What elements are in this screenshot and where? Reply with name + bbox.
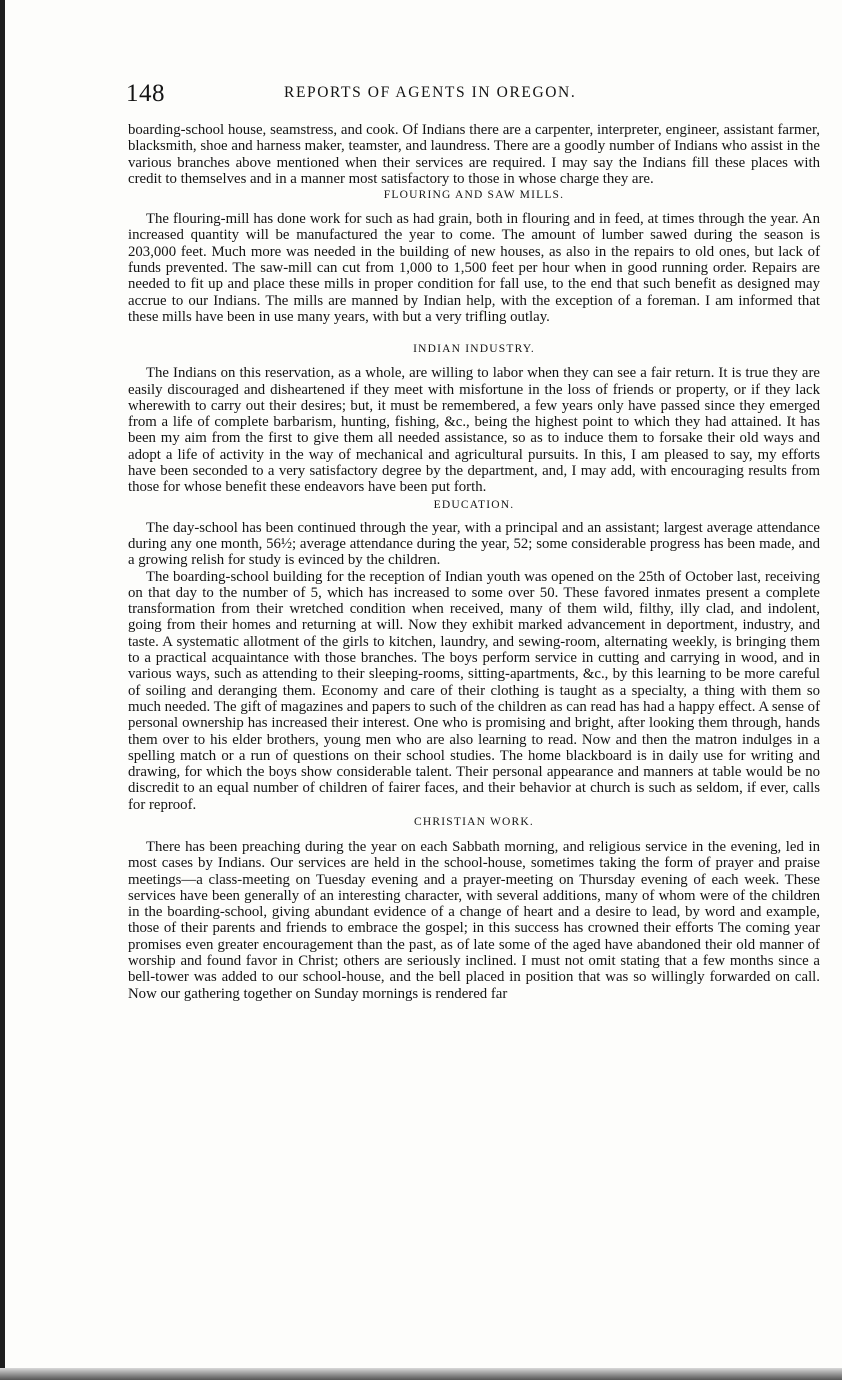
- page-bottom-edge: [0, 1368, 842, 1380]
- education-paragraph-day-school: The day-school has been continued through the year, with a principal and an assistant; largest average attendance during any one month, 56½; average attendance during the year, 52; some considerable progress has been made, and a growing relish for study is evinced by the children.: [128, 519, 820, 569]
- page-header: [126, 80, 820, 110]
- section-heading-indian-industry: INDIAN INDUSTRY.: [413, 343, 535, 356]
- running-head: REPORTS OF AGENTS IN OREGON.: [284, 84, 577, 101]
- section-heading-christian-work: CHRISTIAN WORK.: [413, 815, 534, 828]
- page-number: 148: [126, 80, 165, 107]
- christian-work-paragraph: There has been preaching during the year on each Sabbath morning, and religious service in the evening, led in most cases by Indians. Our services are held in the school-house, sometimes taking the form of prayer and praise meetings—a class-meeting on Tuesday evening and a prayer-meeting on Thursday evening of each week. These services have been generally of an interesting character, with several additions, many of whom were of the children in the boarding-school, giving abundant evidence of a change of heart and a desire to lead, by word and example, those of their parents and friends to embrace the gospel; in this success has crowned their efforts The coming year promises even greater encouragement than the past, as of late some of the aged have abandoned their old manner of worship and found favor in Christ; others are seriously inclined. I must not omit stating that a few months since a bell-tower was added to our school-house, and the bell placed in position that was so willingly forwarded on call. Now our gathering together on Sunday mornings is rendered far: [128, 838, 820, 1002]
- section-heading-education: EDUCATION.: [433, 498, 515, 511]
- education-paragraph-boarding-school: The boarding-school building for the reception of Indian youth was opened on the 25th of October last, receiving on that day to the number of 5, which has increased to some over 50. These favored inmates present a complete transformation from their wretched condition when received, many of them wild, filthy, illy clad, and indolent, going from their homes and returning at will. Now they exhibit marked advancement in deportment, industry, and taste. A systematic allotment of the girls to kitchen, laundry, and sewing-room, alternating weekly, is bringing them to a practical acquaintance with those branches. The boys perform service in cutting and carrying in wood, and in various ways, such as attending to their sleeping-rooms, sitting-apartments, &c., by this learning to be more careful of soiling and deranging them. Economy and care of their clothing is taught as a specialty, a thing with them so much needed. The gift of magazines and papers to such of the children as can read has had a happy effect. A sense of personal ownership has increased their interest. One who is promising and bright, after looking them through, hands them over to his elder brothers, young men who are also learning to read. Now and then the matron indulges in a spelling match or a run of questions on their school studies. The home blackboard is in daily use for writing and drawing, for which the boys show considerable talent. Their personal appearance and manners at table would be no discredit to an equal number of children of fairer faces, and their behavior at church is such as seldom, if ever, calls for reproof.: [128, 568, 820, 813]
- page-binding-edge: [0, 0, 5, 1380]
- intro-paragraph: boarding-school house, seamstress, and cook. Of Indians there are a carpenter, interpreter, engineer, assistant farmer, blacksmith, shoe and harness maker, teamster, and laundress. There are a goodly number of Indians who assist in the various branches above mentioned when their services are required. I may say the Indians fill these places with credit to themselves and in a manner most satisfactory to those in whose charge they are.: [128, 122, 820, 187]
- page-body: [128, 122, 820, 1002]
- section-heading-flouring-saw-mills: FLOURING AND SAW MILLS.: [383, 189, 565, 202]
- indian-industry-paragraph: The Indians on this reservation, as a whole, are willing to labor when they can see a fair return. It is true they are easily discouraged and disheartened if they meet with misfortune in the loss of friends or property, or if they lack wherewith to carry out their desires; but, it must be remembered, a few years only have passed since they emerged from a life of complete barbarism, hunting, fishing, &c., being the highest point to which they had attained. It has been my aim from the first to give them all needed assistance, so as to induce them to forsake their old ways and adopt a life of activity in the way of mechanical and agricultural pursuits. In this, I am pleased to say, my efforts have been seconded to a very satisfactory degree by the department, and, I may add, with encouraging results from those for whose benefit these endeavors have been put forth.: [128, 365, 820, 496]
- flouring-saw-mills-paragraph: The flouring-mill has done work for such as had grain, both in flouring and in feed, at times through the year. An increased quantity will be manufactured the year to come. The amount of lumber sawed during the season is 203,000 feet. Much more was needed in the building of new houses, as also in the repairs to old ones, but lack of funds prevented. The saw-mill can cut from 1,000 to 1,500 feet per hour when in good running order. Repairs are needed to fit up and place these mills in proper condition for fall use, to the end that such benefit as designed may accrue to our Indians. The mills are manned by Indian help, with the exception of a foreman. I am informed that these mills have been in use many years, with but a very trifling outlay.: [128, 211, 820, 325]
